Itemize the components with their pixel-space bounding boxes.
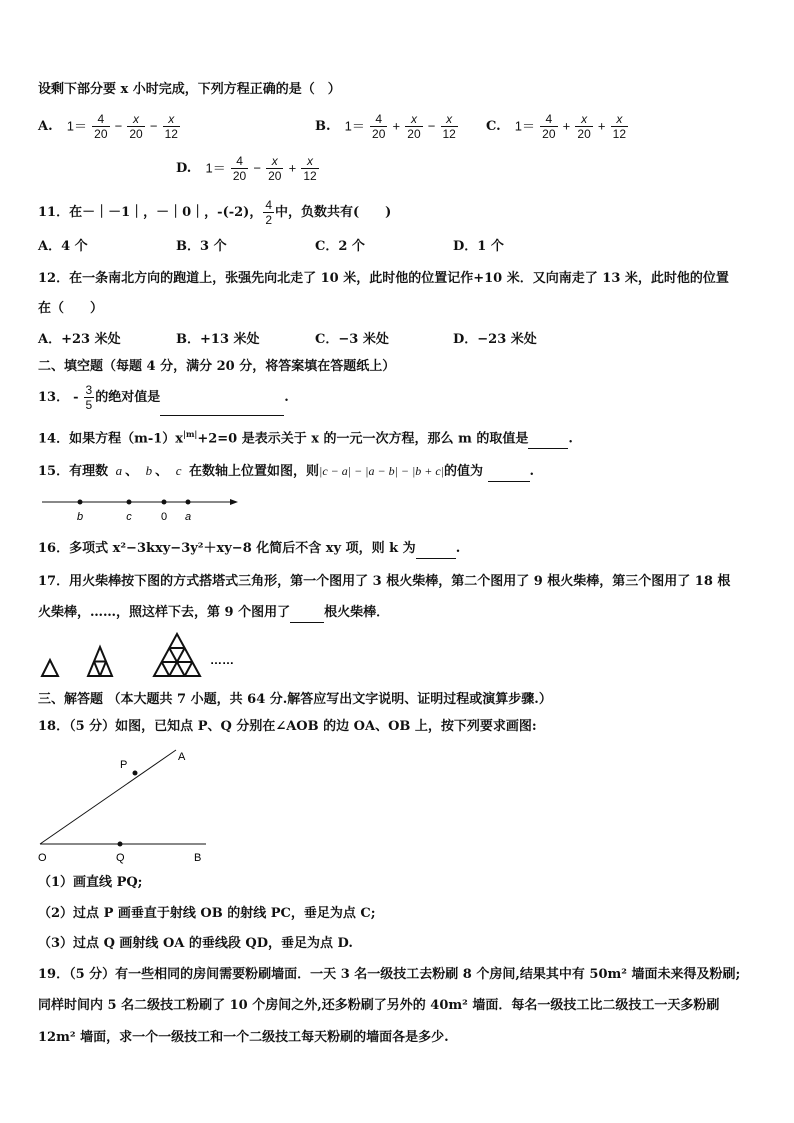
label-a: A xyxy=(178,751,186,763)
q12-option-a: A．+23 米处 xyxy=(38,332,121,347)
fraction: $\frac{x}{20}$ xyxy=(407,112,421,141)
option-label: A. xyxy=(38,119,53,134)
fraction: $\frac{x}{12}$ xyxy=(442,112,456,141)
operator: + xyxy=(392,118,401,134)
operator: − xyxy=(149,118,158,134)
q15-stem: 15．有理数 a 、 b 、 c 在数轴上位置如图，则|c − a| − |a − b| − |b + c|的值为 . xyxy=(38,462,534,482)
point-b xyxy=(78,500,83,505)
fraction: $\frac{x}{12}$ xyxy=(164,112,178,141)
equation-lhs: 1＝ xyxy=(205,160,226,176)
operator: − xyxy=(427,118,436,134)
ray-oa xyxy=(40,750,176,844)
answer-blank[interactable] xyxy=(290,604,324,623)
fraction: $\frac{4}{20}$ xyxy=(94,112,108,141)
arrowhead-icon xyxy=(230,499,238,505)
q11-stem xyxy=(38,198,391,227)
match-triangles-figure xyxy=(38,630,258,680)
option-label: C. xyxy=(486,119,501,134)
section-3-heading: 三、解答题 （本大题共 7 小题，共 64 分.解答应写出文字说明、证明过程或演算步骤.） xyxy=(38,692,552,707)
q10-option-b xyxy=(315,112,459,141)
triangle-figure-3 xyxy=(154,634,200,676)
option-label: B. xyxy=(315,119,331,134)
q16-stem: 16．多项式 x²−3kxy−3y²＋xy−8 化简后不含 xy 项，则 k 为 . xyxy=(38,540,460,559)
q12-stem-line1: 12．在一条南北方向的跑道上，张强先向北走了 10 米，此时他的位置记作+10 米．又向南走了 13 米，此时他的位置 xyxy=(38,271,729,286)
label-b: B xyxy=(194,852,202,864)
fraction: $\frac{x}{20}$ xyxy=(577,112,591,141)
axis-label-a: a xyxy=(184,511,192,523)
point-c xyxy=(127,500,132,505)
operator: + xyxy=(597,118,606,134)
q17-stem-line2: 火柴棒，……，照这样下去，第 9 个图用了 根火柴棒． xyxy=(38,604,389,623)
label-o: O xyxy=(38,852,47,864)
fraction: $\frac{4}{20}$ xyxy=(372,112,386,141)
q18-item-3: （3）过点 Q 画射线 OA 的垂线段 QD，垂足为点 D. xyxy=(38,936,353,951)
q14-stem: 14．如果方程$(m-1)x^{|m|}+2=0$ 是表示关于 x 的一元一次方程，那么 m 的取值是 . xyxy=(38,425,573,449)
q10-stem: 设剩下部分要 x 小时完成，下列方程正确的是（ ） xyxy=(38,82,341,97)
q12-option-d: D．−23 米处 xyxy=(453,332,537,347)
q10-option-c xyxy=(486,112,629,141)
q13-stem: 13． - $\frac{3}{5}$ 的绝对值是 . xyxy=(38,381,289,416)
continuation-dots: …… xyxy=(210,653,234,667)
label-q: Q xyxy=(116,852,125,864)
q10-option-d xyxy=(176,154,320,183)
q19-line-2: 同样时间内 5 名二级技工粉刷了 10 个房间之外,还多粉刷了另外的 40m² 墙面．每名一级技工比二级技工一天多粉刷 xyxy=(38,998,720,1013)
answer-blank[interactable] xyxy=(416,540,456,559)
axis-label-b: b xyxy=(76,511,84,523)
equation-lhs: 1＝ xyxy=(344,118,365,134)
point-0 xyxy=(162,500,167,505)
option-label: D. xyxy=(176,161,192,176)
q17-stem-line1: 17．用火柴棒按下图的方式搭塔式三角形，第一个图用了 3 根火柴棒，第二个图用了 9 根火柴棒，第三个图用了 18 根 xyxy=(38,574,731,589)
point-q xyxy=(118,842,123,847)
operator: − xyxy=(253,160,261,176)
q18-item-1: （1）画直线 PQ; xyxy=(38,875,143,890)
q12-stem-line2: 在（ ） xyxy=(38,301,104,316)
q11-stem-text: 中，负数共有( ) xyxy=(275,205,392,220)
fraction: $\frac{x}{12}$ xyxy=(612,112,626,141)
answer-blank[interactable] xyxy=(488,463,530,482)
q11-option-a: A．4 个 xyxy=(38,239,88,254)
fraction: $\frac{x}{20}$ xyxy=(268,154,282,183)
label-p: P xyxy=(120,759,128,771)
axis-label-0: 0 xyxy=(160,511,168,523)
q10-option-a xyxy=(38,112,181,141)
q19-line-3: 12m² 墙面，求一个一级技工和一个二级技工每天粉刷的墙面各是多少. xyxy=(38,1030,449,1045)
section-2-heading: 二、填空题（每题 4 分，满分 20 分，将答案填在答题纸上） xyxy=(38,359,396,374)
fraction: $\frac{x}{12}$ xyxy=(303,154,317,183)
operator: − xyxy=(114,118,123,134)
triangle-figure-1 xyxy=(42,660,58,676)
q12-option-b: B．+13 米处 xyxy=(176,332,260,347)
angle-aob-figure xyxy=(34,744,224,868)
q11-option-c: C．2 个 xyxy=(315,239,365,254)
q18-item-2: （2）过点 P 画垂直于射线 OB 的射线 PC，垂足为点 C; xyxy=(38,906,376,921)
fraction: $\frac{4}{20}$ xyxy=(232,154,247,183)
point-p xyxy=(133,771,138,776)
number-line-figure xyxy=(38,494,248,526)
q19-line-1: 19．（5 分）有一些相同的房间需要粉刷墙面．一天 3 名一级技工去粉刷 8 个房间,结果其中有 50m² 墙面未来得及粉刷; xyxy=(38,967,741,982)
fraction: $\frac{x}{20}$ xyxy=(129,112,143,141)
q12-option-c: C．−3 米处 xyxy=(315,332,389,347)
q11-option-d: D．1 个 xyxy=(453,239,504,254)
operator: + xyxy=(288,160,297,176)
point-a xyxy=(186,500,191,505)
fraction: $\frac{4}{2}$ xyxy=(265,198,273,227)
equation-lhs: 1＝ xyxy=(66,118,87,134)
fraction: $\frac{4}{20}$ xyxy=(542,112,556,141)
q11-option-b: B．3 个 xyxy=(176,239,227,254)
equation-lhs: 1＝ xyxy=(514,118,536,134)
q18-stem: 18．（5 分）如图，已知点 P、Q 分别在∠AOB 的边 OA、OB 上，按下列要求画图: xyxy=(38,719,537,734)
answer-blank[interactable] xyxy=(528,430,568,449)
answer-blank[interactable] xyxy=(160,381,284,416)
fraction: $\frac{3}{5}$ xyxy=(85,383,93,412)
q11-stem-text: 11．在－｜－1｜，－｜0｜，-(-2)， xyxy=(38,205,263,220)
axis-label-c: c xyxy=(126,511,132,523)
triangle-figure-2 xyxy=(88,647,112,676)
operator: + xyxy=(562,118,571,134)
